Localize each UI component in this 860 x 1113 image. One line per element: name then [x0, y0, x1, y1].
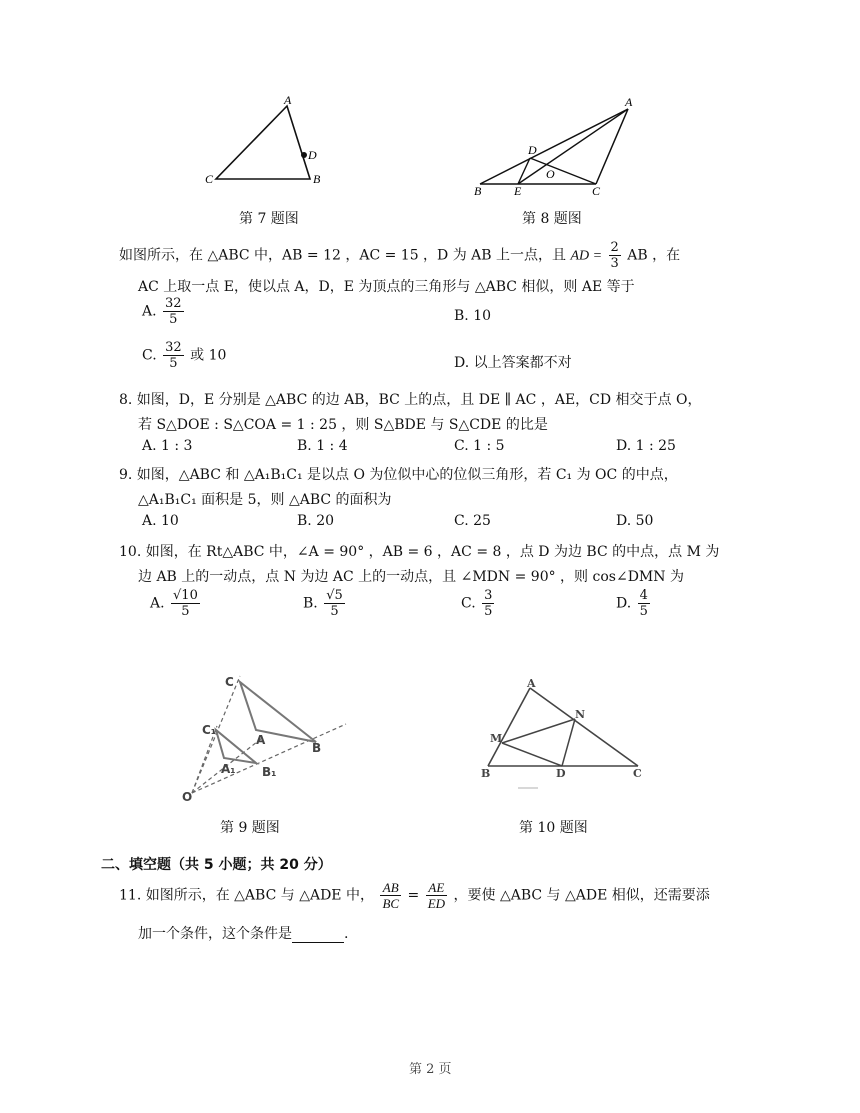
figure-7 — [200, 90, 340, 190]
section-title: 二、填空题（共 5 小题；共 20 分） — [101, 857, 332, 873]
frac-denominator: BC — [382, 896, 400, 911]
figure-10 — [478, 676, 648, 796]
q9-option-c[interactable]: C. 25 — [454, 513, 491, 529]
answer-blank[interactable] — [292, 928, 344, 943]
label-d: D — [308, 148, 317, 162]
label-b: B — [481, 767, 491, 780]
q8-line1: 8. 如图，D，E 分别是 △ABC 的边 AB，BC 上的点，且 DE ∥ AC ，AE，CD 相交于点 O， — [119, 392, 702, 408]
frac-numerator: √10 — [173, 588, 198, 603]
q7-ad-tail: AB ，在 — [627, 247, 681, 264]
option-label: D. — [616, 595, 632, 612]
label-d: D — [528, 143, 537, 157]
q10-option-c[interactable] — [461, 588, 496, 619]
frac-numerator: AB — [380, 880, 401, 896]
q11-equals: = — [407, 887, 420, 904]
q11-prefix: 11. 如图所示，在 △ABC 与 △ADE 中， — [119, 887, 374, 904]
q8-option-c[interactable]: C. 1 : 5 — [454, 438, 505, 454]
frac-denominator: 5 — [330, 604, 339, 619]
q9-option-b[interactable]: B. 20 — [297, 513, 335, 529]
label-a: A — [284, 93, 292, 107]
q7-line2: AC 上取一点 E，使以点 A，D，E 为顶点的三角形与 △ABC 相似，则 AE 等于 — [138, 279, 635, 295]
option-fraction — [638, 588, 650, 619]
q7-text: 如图所示，在 △ABC 中，AB = 12 ，AC = 15 ，D 为 AB 上一点，且 — [119, 247, 567, 264]
label-n: N — [575, 708, 586, 721]
q9-option-a[interactable]: A. 10 — [142, 513, 179, 529]
option-tail: 或 10 — [190, 347, 227, 364]
frac-denominator: 5 — [181, 604, 190, 619]
option-fraction — [163, 296, 184, 327]
label-o: O — [546, 167, 555, 181]
frac-denominator: 3 — [610, 256, 619, 271]
q8-option-d[interactable]: D. 1 : 25 — [616, 438, 676, 454]
label-b: B — [312, 741, 322, 755]
page-number: 第 2 页 — [409, 1062, 452, 1077]
frac-denominator: 5 — [639, 604, 648, 619]
q10-line2: 边 AB 上的一动点，点 N 为边 AC 上的一动点，且 ∠MDN = 90° ，则 cos∠DMN 为 — [138, 569, 684, 585]
label-o: O — [182, 790, 193, 804]
frac-numerator: 32 — [165, 296, 182, 311]
q7-option-b[interactable]: B. 10 — [454, 308, 492, 324]
label-b: B — [474, 184, 482, 198]
frac-numerator: √5 — [326, 588, 343, 603]
fig10-caption: 第 10 题图 — [519, 820, 588, 836]
q7-option-c[interactable] — [142, 340, 226, 371]
frac-denominator: ED — [427, 896, 446, 911]
q10-line1: 10. 如图，在 Rt△ABC 中，∠A = 90° ，AB = 6 ，AC = 8 ，点 D 为边 BC 的中点，点 M 为 — [119, 544, 720, 560]
label-c: C — [592, 184, 601, 198]
q10-option-b[interactable] — [303, 588, 347, 619]
label-e: E — [514, 184, 522, 198]
option-label: B. — [303, 595, 318, 612]
label-a: A — [625, 95, 633, 109]
q8-option-a[interactable]: A. 1 : 3 — [142, 438, 193, 454]
option-fraction — [163, 340, 184, 371]
q10-option-d[interactable] — [616, 588, 652, 619]
q9-line2: △A₁B₁C₁ 面积是 5，则 △ABC 的面积为 — [138, 492, 392, 508]
frac-numerator: AE — [426, 880, 447, 896]
label-a: A — [256, 733, 266, 747]
q7-ad-eq: AD = — [570, 248, 603, 264]
q7-line1 — [119, 240, 680, 271]
q9-option-d[interactable]: D. 50 — [616, 513, 654, 529]
frac-numerator: 32 — [165, 340, 182, 355]
q7-option-d[interactable]: D. 以上答案都不对 — [454, 355, 572, 371]
q11-fraction-1 — [380, 880, 401, 911]
figure-8 — [468, 92, 648, 200]
q10-option-a[interactable] — [150, 588, 202, 619]
frac-numerator: 2 — [610, 240, 619, 255]
q11-line2 — [138, 923, 348, 943]
label-b1: B₁ — [262, 765, 277, 779]
frac-numerator: 3 — [484, 588, 493, 603]
option-fraction — [324, 588, 345, 619]
option-label: A. — [142, 303, 157, 320]
frac-denominator: 5 — [169, 356, 178, 371]
q11-line1 — [119, 880, 710, 911]
fig9-caption: 第 9 题图 — [220, 820, 280, 836]
fig8-caption: 第 8 题图 — [522, 211, 582, 227]
label-a: A — [527, 677, 536, 690]
label-c: C — [205, 172, 214, 186]
option-label: A. — [150, 595, 165, 612]
label-c: C — [225, 675, 234, 689]
frac-numerator: 4 — [639, 588, 648, 603]
q8-line2: 若 S△DOE : S△COA = 1 : 25 ，则 S△BDE 与 S△CDE 的比是 — [138, 417, 548, 433]
label-d: D — [556, 767, 566, 780]
option-fraction — [482, 588, 494, 619]
label-m: M — [490, 732, 503, 745]
q7-option-a[interactable] — [142, 296, 186, 327]
q7-ad-fraction — [609, 240, 621, 271]
option-label: C. — [142, 347, 157, 364]
q11-suffix: ，要使 △ABC 与 △ADE 相似，还需要添 — [453, 887, 710, 904]
option-fraction — [171, 588, 200, 619]
q11-line2-text: 加一个条件，这个条件是 — [138, 926, 292, 942]
option-label: C. — [461, 595, 476, 612]
label-b: B — [313, 172, 321, 186]
q9-line1: 9. 如图，△ABC 和 △A₁B₁C₁ 是以点 O 为位似中心的位似三角形，若 C₁ 为 OC 的中点， — [119, 467, 678, 483]
frac-denominator: 5 — [169, 312, 178, 327]
figure-9 — [168, 668, 358, 808]
q8-option-b[interactable]: B. 1 : 4 — [297, 438, 348, 454]
fig7-caption: 第 7 题图 — [239, 211, 299, 227]
label-c: C — [633, 767, 642, 780]
q11-fraction-2 — [426, 880, 447, 911]
label-c1: C₁ — [202, 723, 217, 737]
label-a1: A₁ — [221, 762, 236, 776]
frac-denominator: 5 — [484, 604, 493, 619]
q11-line2-end: . — [344, 926, 349, 942]
